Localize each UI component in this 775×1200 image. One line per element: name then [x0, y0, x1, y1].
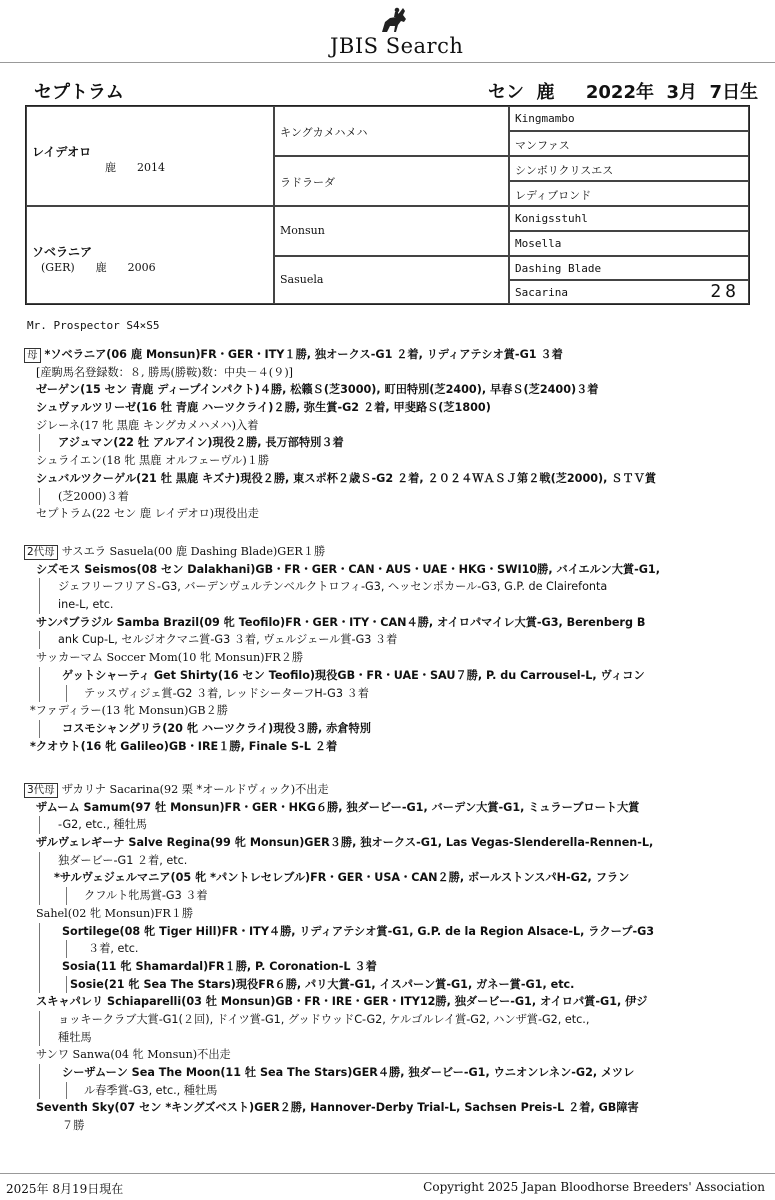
progeny-line: サンワ Sanwa(04 牝 Monsun)不出走 — [36, 1048, 231, 1062]
progeny-line: Sahel(02 牝 Monsun)FR１勝 — [36, 906, 194, 920]
pedigree-dam-dam-cell — [274, 256, 509, 304]
logo-text: JBIS Search — [330, 34, 464, 58]
pedigree-g3-name[interactable]: Dashing Blade — [515, 262, 602, 275]
pedigree-dam-sire-cell — [274, 206, 509, 256]
progeny-line: ザルヴェレギーナ Salve Regina(99 牝 Monsun)GER３勝, 独オークス-G1, Las Vegas-Slenderella-Rennen-L, — [36, 836, 654, 850]
header-divider — [0, 62, 775, 63]
progeny-line: シュライエン(18 牝 黒鹿 オルフェーヴル)１勝 — [36, 454, 270, 468]
dam-progeny-summary: [産駒馬名登録数：８, 勝馬(勝鞍)数：中央－４(９)] — [36, 365, 294, 379]
dam-tag: 母 — [24, 348, 41, 363]
progeny-line: アジュマン(22 牡 アルアイン)現役２勝, 長万部特別３着 — [24, 434, 724, 452]
footer-divider — [0, 1173, 775, 1174]
progeny-line: ジレーネ(17 牝 黒鹿 キングカメハメハ)入着 — [36, 418, 259, 432]
progeny-line: Sortilege(08 牝 Tiger Hill)FR・ITY４勝, リディアテシオ賞-G1, G.P. de la Region Alsace-L, ラクープ-G3 — [24, 923, 724, 941]
progeny-line: シズモス Seismos(08 セン Dalakhani)GB・FR・GER・CAN・AUS・UAE・HKG・SWI10勝, バイエルン大賞-G1, — [36, 562, 660, 576]
pedigree-sire-sire-cell — [274, 106, 509, 156]
progeny-line-cont: ７勝 — [62, 1119, 85, 1133]
progeny-line-cont: (芝2000)３着 — [24, 488, 724, 506]
second-dam-line: 2代母 サスエラ Sasuela(00 鹿 Dashing Blade)GER１勝 — [24, 543, 724, 561]
dam-entry[interactable]: *ソベラニア(06 鹿 Monsun)FR・GER・ITY１勝, 独オークス-G1 ２着, リディアテシオ賞-G1 ３着 — [44, 348, 563, 361]
progeny-line: Sosia(11 牝 Shamardal)FR１勝, P. Coronation-L ３着 — [24, 958, 724, 976]
progeny-line: サッカーマム Soccer Mom(10 牝 Monsun)FR２勝 — [36, 651, 304, 665]
pedigree-sire-dam-cell — [274, 156, 509, 206]
horse-sex-color-birthdate: セン 鹿 2022年 3月 7日生 — [488, 82, 759, 103]
progeny-line-cont: ３着, etc. — [24, 940, 724, 958]
progeny-line: スキャパレリ Schiaparelli(03 牡 Monsun)GB・FR・IRE・GER・ITY12勝, 独ダービー-G1, オイロパ賞-G1, 伊ジ — [36, 995, 648, 1009]
progeny-line-cont: 種牡馬 — [24, 1029, 724, 1047]
second-dam-tag: 2代母 — [24, 545, 58, 560]
progeny-line: *クオウト(16 牝 Galileo)GB・IRE１勝, Finale S-L ２着 — [30, 739, 338, 753]
progeny-line: ザムーム Samum(97 牡 Monsun)FR・GER・HKG６勝, 独ダービー-G1, バーデン大賞-G1, ミュラーブロート大賞 — [36, 800, 640, 814]
pedigree-g3-name[interactable]: Kingmambo — [515, 112, 575, 125]
horse-name: セプトラム — [34, 82, 124, 103]
pedigree-table — [25, 105, 750, 305]
progeny-line: ゼーゲン(15 セン 青鹿 ディープインパクト)４勝, 松籟Ｓ(芝3000), 町田特別(芝2400), 早春Ｓ(芝2400)３着 — [36, 383, 599, 397]
pedigree-g3-name[interactable]: Sacarina — [515, 286, 568, 299]
dam-section — [24, 346, 724, 523]
second-dam-section — [24, 543, 724, 755]
progeny-line: セプトラム(22 セン 鹿 レイデオロ)現役出走 — [36, 507, 259, 521]
inbreeding-note: Mr. Prospector S4×S5 — [27, 319, 160, 332]
pedigree-g3-name[interactable]: Mosella — [515, 237, 562, 250]
pedigree-dam-sire[interactable]: Monsun — [280, 224, 325, 237]
progeny-line: シュヴァルツリーゼ(16 牡 青鹿 ハーツクライ)２勝, 弥生賞-G2 ２着, 甲斐路Ｓ(芝1800) — [36, 401, 491, 415]
footer-copyright: Copyright 2025 Japan Bloodhorse Breeders' Association — [423, 1180, 765, 1194]
pedigree-g3-cell — [509, 206, 749, 231]
pedigree-dam-info: (GER) 鹿 2006 — [41, 261, 156, 274]
footer-date: 2025年 8月19日現在 — [6, 1182, 124, 1196]
progeny-line: Sosie(21 牝 Sea The Stars)現役FR６勝, パリ大賞-G1, イスパーン賞-G1, ガネー賞-G1, etc. — [24, 976, 724, 994]
pedigree-g3-cell — [509, 131, 749, 156]
pedigree-g3-cell — [509, 156, 749, 181]
progeny-line: *サルヴェジェルマニア(05 牝 *パントレセレブル)FR・GER・USA・CAN２勝, ボールストンスパH-G2, フラン — [24, 869, 724, 887]
pedigree-g3-name[interactable]: レディブロンド — [515, 189, 592, 202]
progeny-line: シュバルツクーゲル(21 牡 黒鹿 キズナ)現役２勝, 東スポ杯２歳Ｓ-G2 ２着, ２０２４ＷＡＳＪ第２戦(芝2000), ＳＴＶ賞 — [36, 471, 657, 485]
progeny-line-cont: クフルト牝馬賞-G3 ３着 — [24, 887, 724, 905]
progeny-line: コスモシャングリラ(20 牝 ハーツクライ)現役３勝, 赤倉特別 — [24, 720, 724, 738]
progeny-line-cont: ョッキークラブ大賞-G1(２回), ドイツ賞-G1, グッドウッドC-G2, ケルゴルレイ賞-G2, ハンザ賞-G2, etc., — [24, 1011, 724, 1029]
jbis-logo[interactable] — [330, 6, 470, 56]
pedigree-dam-name[interactable]: ソベラニア — [32, 245, 93, 259]
pedigree-dam-cell — [26, 206, 274, 304]
pedigree-sire-dam[interactable]: ラドラーダ — [280, 176, 335, 189]
pedigree-sire-cell — [26, 106, 274, 206]
pedigree-sire-sire[interactable]: キングカメハメハ — [280, 126, 368, 139]
dam-line — [24, 346, 724, 364]
pedigree-g3-cell — [509, 280, 749, 304]
third-dam-section — [24, 781, 724, 1135]
progeny-line-cont: ジェフリーフリアＳ-G3, バーデンヴュルテンベルクトロフィ-G3, ヘッセンポカール-G3, G.P. de Clairefonta — [24, 578, 724, 596]
pedigree-g3-cell — [509, 256, 749, 280]
third-dam-tag: 3代母 — [24, 783, 58, 798]
pedigree-g3-cell — [509, 181, 749, 206]
third-dam-line: 3代母 ザカリナ Sacarina(92 栗 *オールドヴィック)不出走 — [24, 781, 724, 799]
pedigree-g3-name[interactable]: Konigsstuhl — [515, 212, 588, 225]
pedigree-dam-dam[interactable]: Sasuela — [280, 273, 324, 286]
progeny-line: *ファディラー(13 牝 Monsun)GB２勝 — [30, 704, 228, 718]
horse-title-bar — [22, 76, 759, 103]
progeny-line-cont: ank Cup-L, セルジオクマニ賞-G3 ３着, ヴェルジェール賞-G3 ３着 — [24, 631, 724, 649]
pedigree-g3-name[interactable]: シンボリクリスエス — [515, 164, 614, 177]
pedigree-g3-cell — [509, 106, 749, 131]
pedigree-g3-cell — [509, 231, 749, 256]
progeny-line: ゲットシャーティ Get Shirty(16 セン Teofilo)現役GB・FR・UAE・SAU７勝, P. du Carrousel-L, ヴィコン — [24, 667, 724, 685]
progeny-line-cont: テッスヴィジェ賞-G2 ３着, レッドシーターフH-G3 ３着 — [24, 685, 724, 703]
progeny-line: Seventh Sky(07 セン *キングズベスト)GER２勝, Hannover-Derby Trial-L, Sachsen Preis-L ２着, GB障害 — [36, 1101, 639, 1115]
pedigree-sire-info: 鹿 2014 — [105, 161, 165, 174]
progeny-line: サンパブラジル Samba Brazil(09 牝 Teofilo)FR・GER・ITY・CAN４勝, オイロパマイレ大賞-G3, Berenberg B — [36, 615, 646, 629]
pedigree-g3-name[interactable]: マンファス — [515, 139, 570, 152]
progeny-line-cont: 独ダービー-G1 ２着, etc. — [24, 852, 724, 870]
pedigree-sire-name[interactable]: レイデオロ — [32, 145, 92, 159]
family-number: 28 — [710, 281, 740, 302]
horse-rider-logo-icon — [376, 6, 412, 36]
progeny-line: シーザムーン Sea The Moon(11 牡 Sea The Stars)GER４勝, 独ダービー-G1, ウニオンレネン-G2, メツレ — [24, 1064, 724, 1082]
progeny-line-cont: ine-L, etc. — [24, 596, 724, 614]
progeny-line-cont: ル春季賞-G3, etc., 種牡馬 — [24, 1082, 724, 1100]
progeny-line-cont: -G2, etc., 種牡馬 — [24, 816, 724, 834]
